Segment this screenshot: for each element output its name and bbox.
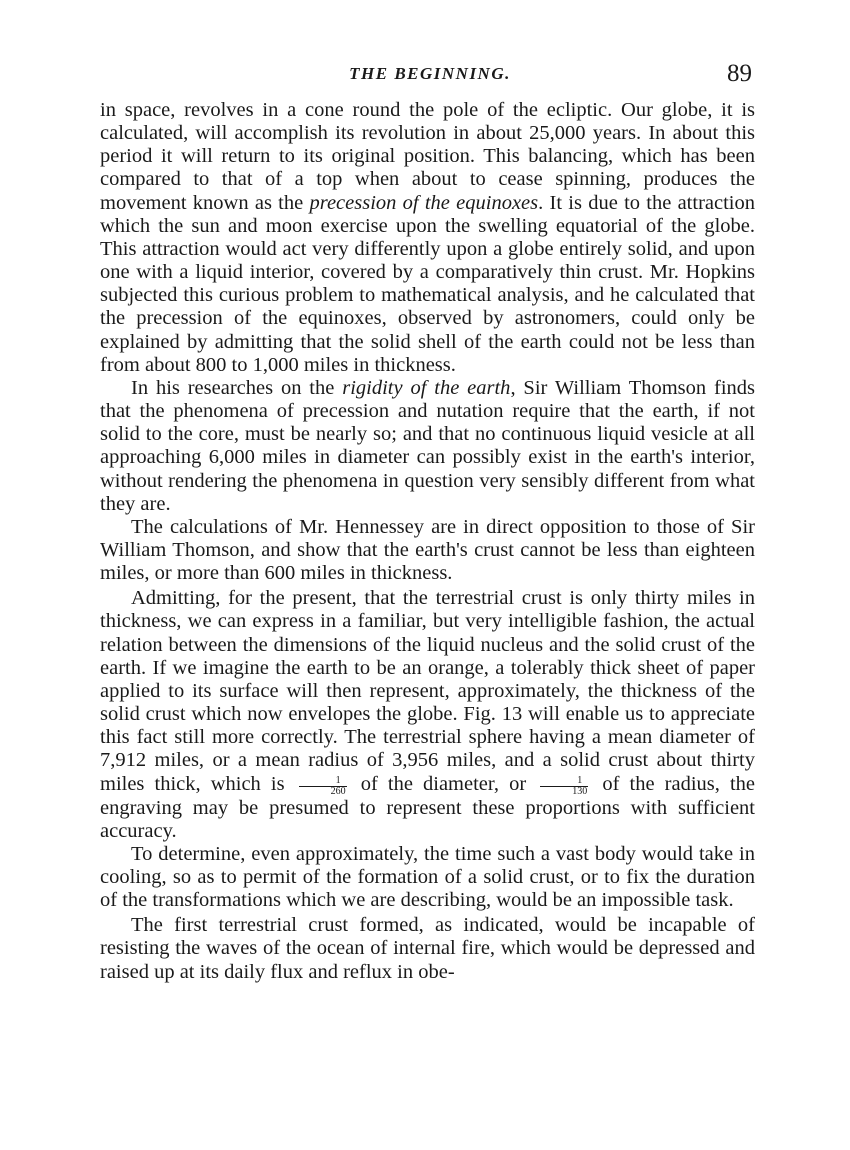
paragraph-thomson xyxy=(100,377,755,516)
paragraph-text: in space, revolves in a cone round the pole of the ecliptic. Our globe, it is calculated, will accomplish its revolution in about 25,000 years. In about this period it will return to its original position. This balancing, which has been compared to that of a top when about to cease spinning, produces the movement known as the xyxy=(100,99,755,214)
paragraph-text: To determine, even approximately, the time such a vast body would take in cooling, so as to permit of the formation of a solid crust, or to fix the duration of the transformations which we are describing, would be an impossible task. xyxy=(100,842,755,912)
paragraph-text: of the radius, the engraving may be presumed to represent these proportions with sufficient accuracy. xyxy=(100,772,756,842)
paragraph-text: , Sir William Thomson finds that the phenomena of precession and nutation require that the earth, if not solid to the core, must be nearly so; and that no continuous liquid vesicle at all approaching 6,000 miles in diameter can possibly exist in the earth's interior, without rendering the phenomena in question very sensibly different from what they are. xyxy=(100,376,755,515)
running-title: THE BEGINNING. xyxy=(349,64,511,83)
paragraph-text: Admitting, for the present, that the terrestrial crust is only thirty miles in thickness, we can express in a familiar, but very intelligible fashion, the actual relation between the dimensions of the liquid nucleus and the solid crust of the earth. If we imagine the earth to be an orange, a tolerably thick sheet of paper applied to its surface will then represent, approximately, the thickness of the solid crust which now envelopes the globe. Fig. 13 will enable us to appreciate this fact still more correctly. The terrestrial sphere having a mean diameter of 7,912 miles, or a mean radius of 3,956 miles, and a solid crust about thirty miles thick, which is xyxy=(100,587,755,795)
paragraph-text: of the diameter, or xyxy=(350,772,537,795)
page-number: 89 xyxy=(727,60,752,87)
paragraph-text: . It is due to the attraction which the sun and moon exercise upon the swelling equatorial of the globe. This attraction would act very differently upon a globe entirely solid, and upon one with a liquid interior, covered by a comparatively thin crust. Mr. Hopkins subjected this curious problem to mathematical analysis, and he calculated that the precession of the equinoxes, observed by astronomers, could only be explained by admitting that the solid shell of the earth could not be less than from about 800 to 1,000 miles in thickness. xyxy=(100,191,755,376)
paragraph-hennessey xyxy=(100,516,755,585)
paragraph-precession xyxy=(100,99,755,377)
running-head xyxy=(100,60,760,90)
italic-term: rigidity of the earth xyxy=(342,376,511,399)
italic-term: precession of the equinoxes xyxy=(309,191,539,214)
paragraph-text: The first terrestrial crust formed, as indicated, would be incapable of resisting the waves of the ocean of internal fire, which would be depressed and raised up at its daily flux and reflux in obe- xyxy=(100,914,755,983)
body-text xyxy=(100,99,755,984)
fraction-radius xyxy=(540,776,588,797)
paragraph-first-crust xyxy=(100,914,755,983)
fraction-denominator: 130 xyxy=(572,785,588,797)
fraction-diameter xyxy=(299,776,347,797)
paragraph-cooling xyxy=(100,843,755,912)
fraction-numerator: 1 xyxy=(299,776,347,787)
paragraph-orange-analogy xyxy=(100,587,755,843)
fraction-numerator: 1 xyxy=(540,776,588,787)
paragraph-text: In his researches on the xyxy=(131,376,343,399)
paragraph-text: The calculations of Mr. Hennessey are in direct opposition to those of Sir William Thomson, and show that the earth's crust cannot be less than eighteen miles, or more than 600 miles in thickness. xyxy=(100,515,755,585)
fraction-denominator: 260 xyxy=(330,785,346,797)
